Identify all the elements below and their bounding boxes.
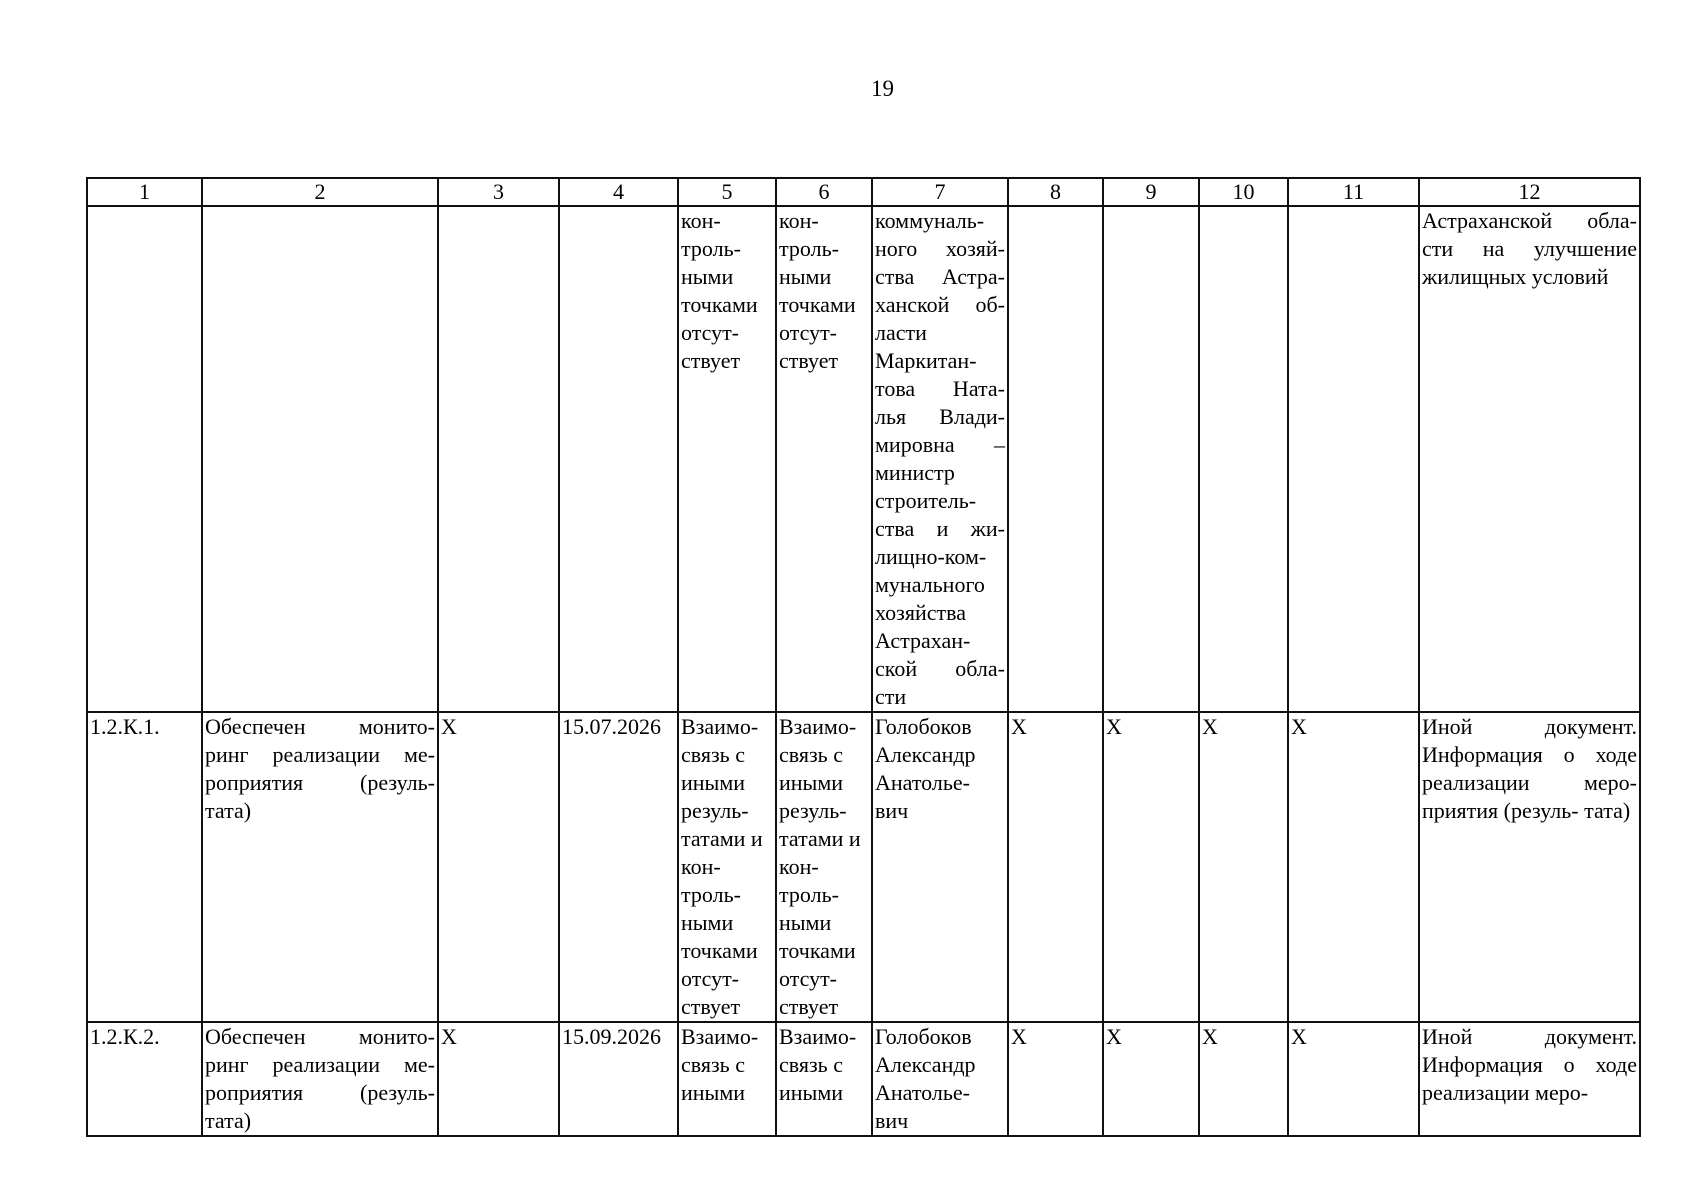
cell-document: Иной документ. Информация о ходе реализации меро- приятия (резуль- тата) xyxy=(1419,712,1640,1022)
column-header: 8 xyxy=(1008,178,1103,206)
cell-col6: кон- троль- ными точками отсут- ствует xyxy=(776,206,872,712)
cell-col6: Взаимо- связь с иными резуль- татами и кон- троль- ными точками отсут- ствует xyxy=(776,712,872,1022)
cell-col5: Взаимо- связь с иными xyxy=(678,1022,776,1136)
column-header: 3 xyxy=(438,178,559,206)
cell-col8: X xyxy=(1008,1022,1103,1136)
cell-col5: кон- троль- ными точками отсут- ствует xyxy=(678,206,776,712)
cell-responsible: Голобоков Александр Анатолье- вич xyxy=(872,712,1008,1022)
cell-col10: X xyxy=(1199,1022,1288,1136)
cell-name: Обеспечен монито- ринг реализации ме- роприятия (резуль- тата) xyxy=(202,1022,438,1136)
column-header: 12 xyxy=(1419,178,1640,206)
cell-document: Астраханской обла- сти на улучшение жилищных условий xyxy=(1419,206,1640,712)
cell-col8: X xyxy=(1008,712,1103,1022)
cell-responsible: коммуналь- ного хозяй- ства Астра- ханской об- ласти Маркитан- това Ната- лья Влади- мировна – министр строитель- ства и жи- лищно-ком- мунального хозяйства Астрахан- ской обла- сти xyxy=(872,206,1008,712)
column-header: 11 xyxy=(1288,178,1419,206)
cell-date: 15.07.2026 xyxy=(559,712,678,1022)
cell-date: 15.09.2026 xyxy=(559,1022,678,1136)
column-header: 2 xyxy=(202,178,438,206)
page-number: 19 xyxy=(871,76,894,101)
cell-col11: X xyxy=(1288,712,1419,1022)
column-header: 1 xyxy=(87,178,202,206)
cell-name: Обеспечен монито- ринг реализации ме- роприятия (резуль- тата) xyxy=(202,712,438,1022)
cell-number: 1.2.К.1. xyxy=(87,712,202,1022)
cell-col11 xyxy=(1288,206,1419,712)
column-header: 9 xyxy=(1103,178,1199,206)
cell-document: Иной документ. Информация о ходе реализации меро- xyxy=(1419,1022,1640,1136)
cell-col3: X xyxy=(438,712,559,1022)
cell-col10 xyxy=(1199,206,1288,712)
column-header: 5 xyxy=(678,178,776,206)
cell-col5: Взаимо- связь с иными резуль- татами и кон- троль- ными точками отсут- ствует xyxy=(678,712,776,1022)
cell-name xyxy=(202,206,438,712)
cell-number: 1.2.К.2. xyxy=(87,1022,202,1136)
cell-col10: X xyxy=(1199,712,1288,1022)
cell-col9 xyxy=(1103,206,1199,712)
header-row xyxy=(87,178,1640,206)
column-header: 10 xyxy=(1199,178,1288,206)
cell-number xyxy=(87,206,202,712)
cell-col3 xyxy=(438,206,559,712)
cell-col9: X xyxy=(1103,712,1199,1022)
column-header: 4 xyxy=(559,178,678,206)
cell-col6: Взаимо- связь с иными xyxy=(776,1022,872,1136)
cell-col11: X xyxy=(1288,1022,1419,1136)
column-header: 6 xyxy=(776,178,872,206)
table-row xyxy=(87,712,1640,1022)
cell-date xyxy=(559,206,678,712)
cell-col9: X xyxy=(1103,1022,1199,1136)
document-table xyxy=(86,177,1641,1137)
table-row xyxy=(87,1022,1640,1136)
cell-col3: X xyxy=(438,1022,559,1136)
table-row xyxy=(87,206,1640,712)
column-header: 7 xyxy=(872,178,1008,206)
cell-col8 xyxy=(1008,206,1103,712)
cell-responsible: Голобоков Александр Анатолье- вич xyxy=(872,1022,1008,1136)
